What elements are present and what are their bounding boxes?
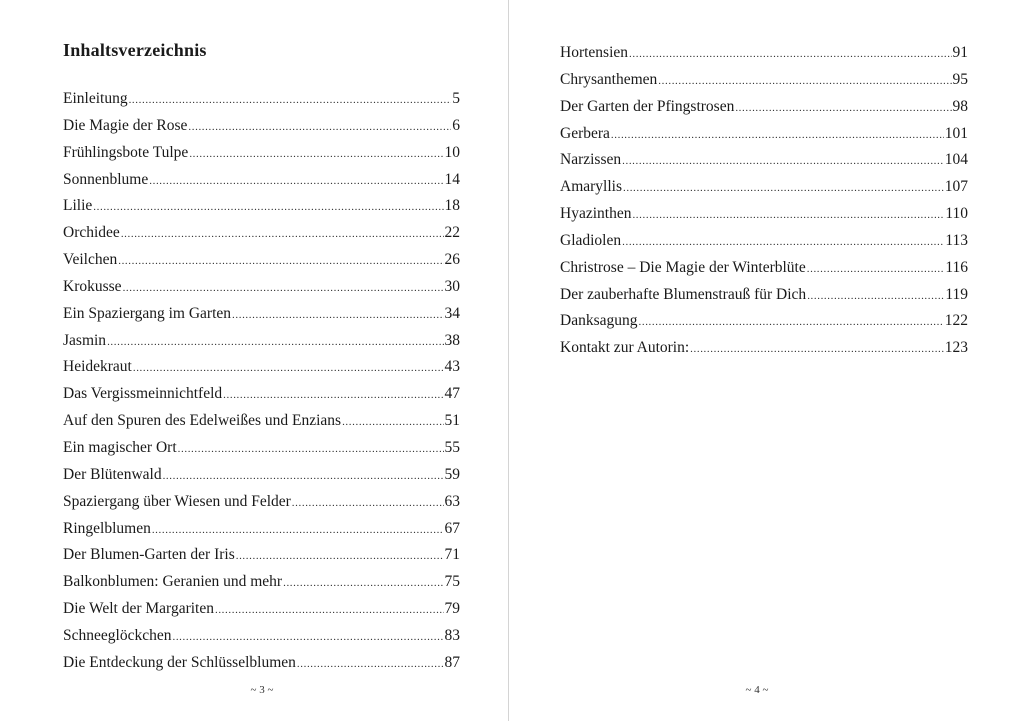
dot-leader <box>152 517 444 544</box>
toc-entry-label: Krokusse <box>63 277 122 295</box>
toc-entry-label: Hyazinthen <box>560 205 632 223</box>
dot-leader <box>236 543 444 570</box>
toc-entry[interactable] <box>63 247 460 274</box>
dot-leader <box>632 202 944 229</box>
toc-entry-page-number: 101 <box>944 124 968 142</box>
toc-entry[interactable] <box>560 67 968 94</box>
dot-leader <box>658 68 951 95</box>
toc-entry-page-number: 47 <box>444 385 460 403</box>
toc-entry[interactable] <box>63 435 460 462</box>
toc-entry-label: Die Magie der Rose <box>63 116 188 134</box>
toc-list-left <box>63 86 460 677</box>
dot-leader <box>807 256 945 283</box>
dot-leader <box>342 409 443 436</box>
toc-entry-label: Der zauberhafte Blumenstrauß für Dich <box>560 285 807 303</box>
left-page <box>0 0 509 721</box>
toc-entry-label: Balkonblumen: Geranien und mehr <box>63 573 283 591</box>
toc-entry[interactable] <box>560 282 968 309</box>
toc-entry-page-number: 6 <box>452 116 460 134</box>
toc-entry[interactable] <box>63 569 460 596</box>
toc-entry-label: Danksagung <box>560 312 638 330</box>
dot-leader <box>690 336 944 363</box>
dot-leader <box>292 490 444 517</box>
toc-entry-page-number: 110 <box>945 205 968 223</box>
dot-leader <box>807 283 944 310</box>
dot-leader <box>622 229 944 256</box>
toc-entry-page-number: 5 <box>452 90 460 107</box>
toc-entry-page-number: 22 <box>444 224 460 242</box>
dot-leader <box>129 87 452 114</box>
toc-entry[interactable] <box>63 408 460 435</box>
dot-leader <box>123 275 444 302</box>
toc-entry-page-number: 83 <box>444 626 460 644</box>
toc-entry[interactable] <box>63 220 460 247</box>
dot-leader <box>232 302 443 329</box>
toc-entry[interactable] <box>560 174 968 201</box>
toc-entry[interactable] <box>560 121 968 148</box>
toc-entry-label: Der Garten der Pfingstrosen <box>560 97 735 115</box>
toc-entry-page-number: 98 <box>952 97 968 115</box>
toc-entry-page-number: 43 <box>444 358 460 376</box>
toc-entry-label: Schneeglöckchen <box>63 626 172 644</box>
toc-entry-label: Orchidee <box>63 224 120 242</box>
toc-entry-page-number: 87 <box>444 653 460 671</box>
dot-leader <box>133 355 444 382</box>
toc-entry-label: Narzissen <box>560 151 622 169</box>
dot-leader <box>172 624 443 651</box>
right-page <box>509 0 1019 721</box>
dot-leader <box>178 436 444 463</box>
dot-leader <box>163 463 444 490</box>
toc-entry[interactable] <box>63 354 460 381</box>
toc-entry-label: Christrose – Die Magie der Winterblüte <box>560 258 806 276</box>
toc-entry[interactable] <box>63 328 460 355</box>
toc-entry[interactable] <box>63 650 460 677</box>
toc-entry-label: Frühlingsbote Tulpe <box>63 143 189 161</box>
toc-entry[interactable] <box>63 489 460 516</box>
toc-entry[interactable] <box>63 167 460 194</box>
dot-leader <box>735 95 951 122</box>
toc-entry-label: Einleitung <box>63 90 128 107</box>
dot-leader <box>297 651 444 678</box>
toc-entry-page-number: 55 <box>444 438 460 456</box>
toc-entry-page-number: 18 <box>444 197 460 215</box>
toc-entry-label: Lilie <box>63 197 93 215</box>
dot-leader <box>622 148 944 175</box>
toc-entry[interactable] <box>63 516 460 543</box>
toc-entry[interactable] <box>63 596 460 623</box>
toc-entry[interactable] <box>63 113 460 140</box>
toc-entry[interactable] <box>560 94 968 121</box>
toc-entry-label: Auf den Spuren des Edelweißes und Enzians <box>63 412 342 430</box>
toc-entry-page-number: 104 <box>944 151 968 169</box>
toc-entry-page-number: 10 <box>444 143 460 161</box>
toc-entry-label: Die Welt der Margariten <box>63 600 214 618</box>
toc-entry-label: Ein magischer Ort <box>63 438 177 456</box>
toc-entry-page-number: 51 <box>444 412 460 430</box>
dot-leader <box>629 41 951 68</box>
toc-entry-label: Jasmin <box>63 331 107 349</box>
toc-entry-label: Kontakt zur Autorin: <box>560 339 690 357</box>
toc-entry-page-number: 63 <box>444 492 460 510</box>
dot-leader <box>107 329 443 356</box>
toc-entry[interactable] <box>63 301 460 328</box>
toc-entry-page-number: 79 <box>444 600 460 618</box>
toc-entry[interactable] <box>63 462 460 489</box>
toc-entry[interactable] <box>560 335 968 362</box>
toc-entry-label: Ein Spaziergang im Garten <box>63 304 232 322</box>
toc-entry-page-number: 38 <box>444 331 460 349</box>
toc-entry-label: Amaryllis <box>560 178 622 196</box>
toc-entry[interactable] <box>63 86 460 113</box>
toc-entry-page-number: 122 <box>944 312 968 330</box>
toc-entry-page-number: 113 <box>945 231 968 249</box>
toc-entry-page-number: 67 <box>444 519 460 537</box>
toc-entry-page-number: 71 <box>444 546 460 564</box>
dot-leader <box>189 141 443 168</box>
toc-entry-label: Veilchen <box>63 251 118 269</box>
dot-leader <box>283 570 443 597</box>
toc-entry-label: Ringelblumen <box>63 519 151 537</box>
toc-entry-page-number: 26 <box>444 251 460 269</box>
toc-list-right <box>560 40 968 362</box>
toc-entry-label: Gerbera <box>560 124 610 142</box>
toc-entry[interactable] <box>560 228 968 255</box>
toc-entry-label: Chrysanthemen <box>560 70 658 88</box>
toc-entry-page-number: 95 <box>952 70 968 88</box>
dot-leader <box>223 382 443 409</box>
toc-entry-page-number: 123 <box>944 339 968 357</box>
toc-entry[interactable] <box>63 140 460 167</box>
toc-entry[interactable] <box>560 40 968 67</box>
dot-leader <box>215 597 444 624</box>
toc-entry-page-number: 30 <box>444 277 460 295</box>
toc-entry-page-number: 34 <box>444 304 460 322</box>
toc-entry[interactable] <box>560 308 968 335</box>
toc-entry-page-number: 59 <box>444 465 460 483</box>
toc-title: Inhaltsverzeichnis <box>63 40 207 60</box>
toc-entry[interactable] <box>560 201 968 228</box>
toc-entry[interactable] <box>63 274 460 301</box>
dot-leader <box>639 309 944 336</box>
toc-entry-label: Gladiolen <box>560 231 622 249</box>
dot-leader <box>121 221 444 248</box>
page-number-right: ~ 4 ~ <box>745 684 769 696</box>
toc-entry-label: Das Vergissmeinnichtfeld <box>63 385 223 403</box>
dot-leader <box>149 168 443 195</box>
toc-entry[interactable] <box>63 542 460 569</box>
toc-entry-page-number: 91 <box>952 44 968 61</box>
toc-entry-label: Der Blütenwald <box>63 465 162 483</box>
page-number-left: ~ 3 ~ <box>250 684 274 696</box>
dot-leader <box>188 114 451 141</box>
toc-entry-label: Spaziergang über Wiesen und Felder <box>63 492 291 510</box>
toc-entry-label: Hortensien <box>560 44 629 61</box>
toc-entry-label: Heidekraut <box>63 358 132 376</box>
toc-entry-label: Die Entdeckung der Schlüsselblumen <box>63 653 296 671</box>
toc-entry-page-number: 75 <box>444 573 460 591</box>
toc-entry-page-number: 107 <box>944 178 968 196</box>
toc-entry[interactable] <box>560 255 968 282</box>
toc-entry-label: Sonnenblume <box>63 170 149 188</box>
toc-entry-page-number: 14 <box>444 170 460 188</box>
toc-entry[interactable] <box>63 193 460 220</box>
dot-leader <box>118 248 443 275</box>
dot-leader <box>611 122 944 149</box>
toc-entry[interactable] <box>63 381 460 408</box>
toc-entry-page-number: 119 <box>945 285 968 303</box>
toc-entry-page-number: 116 <box>945 258 968 276</box>
toc-entry-label: Der Blumen-Garten der Iris <box>63 546 235 564</box>
toc-entry[interactable] <box>63 623 460 650</box>
toc-entry[interactable] <box>560 147 968 174</box>
dot-leader <box>623 175 944 202</box>
dot-leader <box>93 194 443 221</box>
